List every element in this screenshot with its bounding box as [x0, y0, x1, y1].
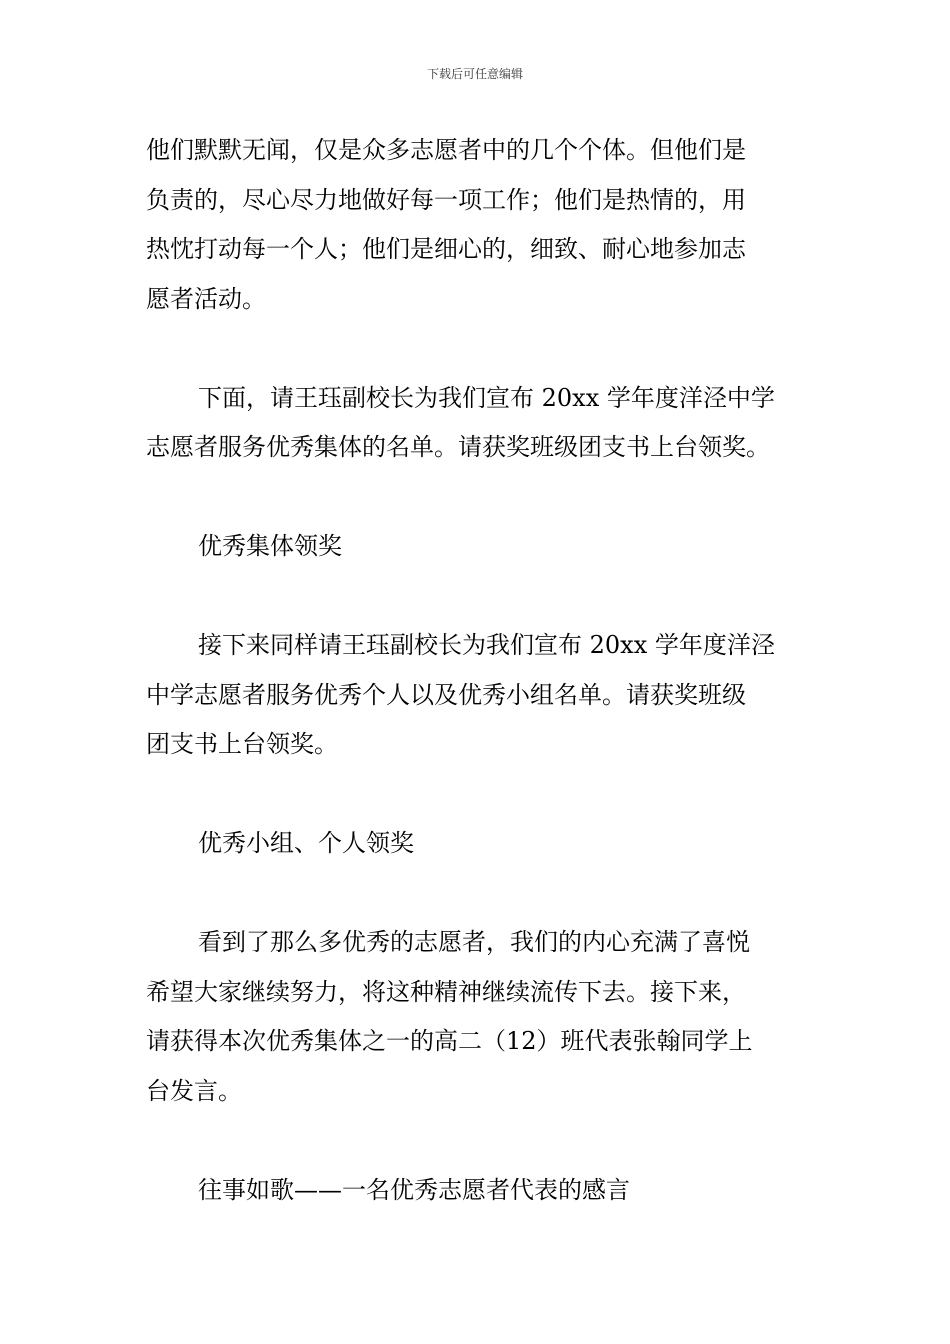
text-line: 请获得本次优秀集体之一的高二（12）班代表张翰同学上: [146, 1027, 753, 1055]
text-line: 希望大家继续努力，将这种精神继续流传下去。接下来，: [146, 977, 746, 1006]
text-line: 志愿者服务优秀集体的名单。请获奖班级团支书上台领奖。: [146, 433, 770, 461]
paragraph-gap: [146, 324, 806, 374]
heading-volunteer-speech: [146, 1166, 806, 1216]
paragraph-2: [146, 374, 806, 473]
text-line: 下面，请王珏副校长为我们宣布 20xx 学年度洋泾中学: [198, 383, 775, 412]
paragraph-gap: [146, 770, 806, 820]
text-line: 他们默默无闻，仅是众多志愿者中的几个个体。但他们是: [146, 136, 746, 164]
text-line: 看到了那么多优秀的志愿者，我们的内心充满了喜悦: [198, 928, 750, 956]
text-line: 团支书上台领奖。: [146, 730, 338, 758]
text-line: 优秀集体领奖: [198, 532, 342, 560]
text-line: 热忱打动每一个人；他们是细心的，细致、耐心地参加志: [146, 235, 746, 263]
paragraph-gap: [146, 473, 806, 523]
header-note: 下载后可任意编辑: [426, 67, 523, 81]
text-line: 愿者活动。: [146, 284, 266, 313]
paragraph-4: [146, 621, 806, 770]
heading-group-individual-award: [146, 819, 806, 869]
paragraph-gap: [146, 572, 806, 622]
text-line: 接下来同样请王珏副校长为我们宣布 20xx 学年度洋泾: [198, 631, 775, 659]
text-line: 台发言。: [146, 1076, 242, 1105]
text-line: 中学志愿者服务优秀个人以及优秀小组名单。请获奖班级: [146, 680, 746, 709]
paragraph-gap: [146, 1116, 806, 1166]
paragraph-6: [146, 918, 806, 1116]
text-line: 往事如歌——一名优秀志愿者代表的感言: [198, 1175, 630, 1204]
document-body: [146, 126, 806, 1215]
paragraph-gap: [146, 869, 806, 919]
paragraph-1: [146, 126, 806, 324]
heading-excellent-collective-award: [146, 522, 806, 572]
text-line: 优秀小组、个人领奖: [198, 829, 414, 857]
text-line: 负责的，尽心尽力地做好每一项工作；他们是热情的，用: [146, 185, 746, 214]
